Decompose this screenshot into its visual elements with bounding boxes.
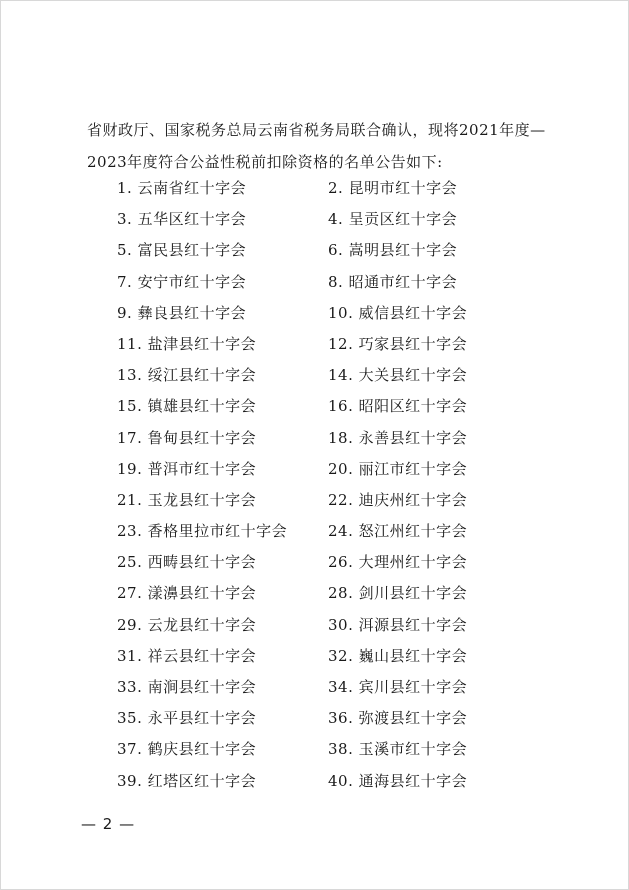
list-item: 11. 盐津县红十字会	[117, 334, 257, 353]
list-item: 6. 嵩明县红十字会	[328, 241, 458, 260]
intro-paragraph	[87, 114, 567, 178]
list-item: 28. 剑川县红十字会	[328, 584, 468, 603]
list-row	[1, 578, 629, 609]
list-row	[1, 516, 629, 547]
list-row	[1, 672, 629, 703]
list-item: 33. 南涧县红十字会	[117, 678, 257, 696]
list-item: 37. 鹤庆县红十字会	[117, 740, 257, 759]
list-item: 19. 普洱市红十字会	[117, 459, 257, 478]
list-row	[1, 235, 629, 266]
list-item: 29. 云龙县红十字会	[117, 615, 257, 634]
list-row	[1, 204, 629, 235]
list-item: 24. 怒江州红十字会	[328, 522, 468, 541]
page-number: — 2 —	[81, 815, 136, 833]
list-row	[1, 547, 629, 578]
list-item: 17. 鲁甸县红十字会	[117, 428, 257, 447]
list-row	[1, 329, 629, 360]
list-item: 35. 永平县红十字会	[117, 709, 257, 728]
list-item: 1. 云南省红十字会	[117, 179, 247, 197]
list-item: 36. 弥渡县红十字会	[328, 709, 468, 728]
list-item: 18. 永善县红十字会	[328, 428, 468, 447]
intro-line: 省财政厅、国家税务总局云南省税务局联合确认，现将2021年度—	[87, 121, 546, 139]
list-item: 12. 巧家县红十字会	[328, 334, 468, 353]
list-item: 25. 西畴县红十字会	[117, 553, 257, 572]
list-row	[1, 298, 629, 329]
list-row	[1, 641, 629, 672]
list-item: 16. 昭阳区红十字会	[328, 397, 468, 416]
list-item: 30. 洱源县红十字会	[328, 615, 468, 634]
list-item: 9. 彝良县红十字会	[117, 303, 247, 322]
list-item: 38. 玉溪市红十字会	[328, 740, 468, 759]
organization-list	[1, 173, 629, 797]
list-item: 22. 迪庆州红十字会	[328, 490, 468, 509]
list-item: 26. 大理州红十字会	[328, 553, 468, 572]
list-item: 20. 丽江市红十字会	[328, 459, 468, 478]
list-item: 4. 呈贡区红十字会	[328, 210, 458, 229]
list-item: 13. 绥江县红十字会	[117, 366, 257, 385]
list-item: 10. 威信县红十字会	[328, 303, 468, 322]
list-item: 23. 香格里拉市红十字会	[117, 522, 288, 541]
list-item: 31. 祥云县红十字会	[117, 646, 257, 665]
list-item: 21. 玉龙县红十字会	[117, 490, 257, 509]
list-row	[1, 391, 629, 422]
list-row	[1, 610, 629, 641]
list-item: 15. 镇雄县红十字会	[117, 397, 257, 416]
list-row	[1, 485, 629, 516]
intro-line: 2023年度符合公益性税前扣除资格的名单公告如下:	[87, 153, 443, 171]
list-item: 14. 大关县红十字会	[328, 366, 468, 385]
list-item: 2. 昆明市红十字会	[328, 179, 458, 197]
list-row	[1, 454, 629, 485]
list-row	[1, 423, 629, 454]
list-item: 39. 红塔区红十字会	[117, 771, 257, 790]
list-item: 32. 巍山县红十字会	[328, 646, 468, 665]
list-item: 3. 五华区红十字会	[117, 210, 247, 229]
list-row	[1, 703, 629, 734]
list-item: 40. 通海县红十字会	[328, 771, 468, 790]
list-row	[1, 734, 629, 765]
list-item: 5. 富民县红十字会	[117, 241, 247, 260]
list-item: 8. 昭通市红十字会	[328, 272, 458, 291]
list-item: 34. 宾川县红十字会	[328, 678, 468, 696]
list-row	[1, 173, 629, 204]
list-row	[1, 360, 629, 391]
list-row	[1, 267, 629, 298]
list-item: 27. 漾濞县红十字会	[117, 584, 257, 603]
list-row	[1, 766, 629, 797]
list-item: 7. 安宁市红十字会	[117, 272, 247, 291]
